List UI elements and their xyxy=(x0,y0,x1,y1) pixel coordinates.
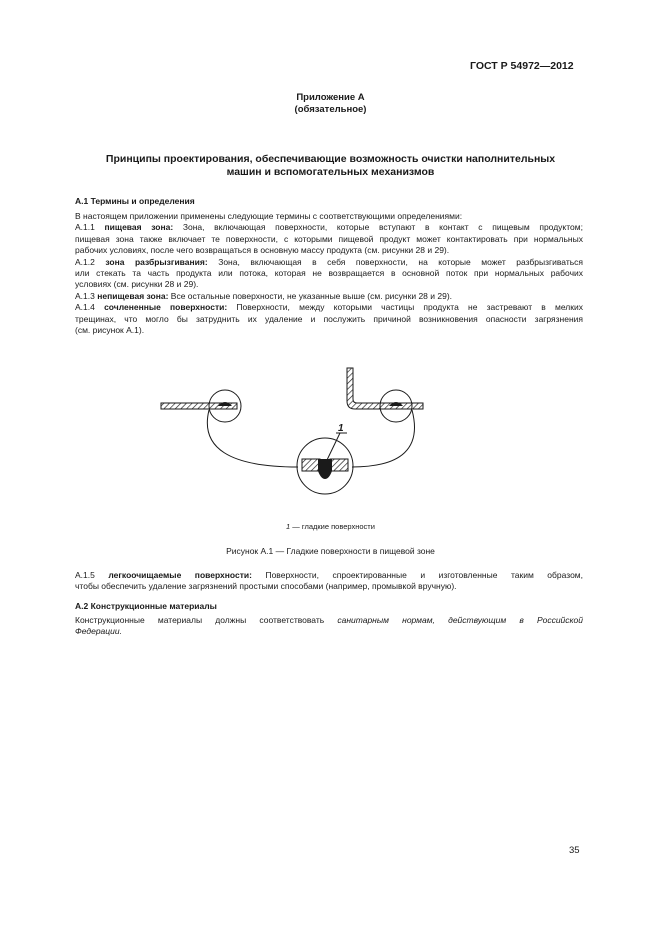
intro-line xyxy=(75,211,583,222)
term-113-number: А.1.3 xyxy=(75,290,95,301)
callout-leader xyxy=(327,433,340,460)
page-number: 35 xyxy=(569,845,580,856)
left-connector-arc xyxy=(207,410,298,467)
term-114-term: сочлененные поверхности: xyxy=(104,302,228,313)
term-111-def-1: Зона, включающая поверхности, которые вступают в контакт с пищевым продуктом; xyxy=(182,222,583,233)
term-113-def-1: Все остальные поверхности, не указанные выше (см. рисунки 28 и 29). xyxy=(170,290,453,301)
term-115-term: легкоочищаемые поверхности: xyxy=(108,570,252,580)
section-a2-plain: Конструкционные материалы должны соответствовать xyxy=(75,615,338,625)
term-114-def-1: Поверхности, между которыми частицы продукта не застревают в мелких xyxy=(236,302,583,313)
section-a2-body xyxy=(75,615,583,638)
figure-caption: Рисунок А.1 — Гладкие поверхности в пищевой зоне xyxy=(226,546,435,556)
legend-number: 1 xyxy=(286,522,291,531)
term-111-line-1 xyxy=(75,222,583,233)
title-line-1: Принципы проектирования, обеспечивающие возможность очистки наполнительных xyxy=(105,153,556,165)
appendix-status: (обязательное) xyxy=(294,104,367,115)
center-plate-right xyxy=(330,459,348,471)
section-a2-line-2 xyxy=(75,626,583,637)
appendix-title xyxy=(0,92,661,116)
term-115-def-1: Поверхности, спроектированные и изготовленные таким образом, xyxy=(265,570,583,580)
term-111-term: пищевая зона: xyxy=(104,222,174,233)
term-113-line-1 xyxy=(75,291,583,302)
section-a2-italic-2: Федерации. xyxy=(75,626,122,637)
callout-number: 1 xyxy=(338,423,344,434)
page-title xyxy=(0,153,661,179)
standard-number: ГОСТ Р 54972—2012 xyxy=(470,60,574,72)
section-heading-a1: А.1 Термины и определения xyxy=(75,196,195,206)
term-115-block xyxy=(75,570,583,593)
term-112-line-3: условиях (см. рисунки 28 и 29). xyxy=(75,279,199,290)
appendix-label: Приложение А xyxy=(296,92,365,103)
term-112-line-1 xyxy=(75,257,583,268)
term-115-line-1 xyxy=(75,570,583,581)
section-a1-body xyxy=(75,211,583,336)
term-115-line-2: чтобы обеспечить удаление загрязнений простыми способами (например, промывкой вручную). xyxy=(75,581,457,592)
title-line-2: машин и вспомогательных механизмов xyxy=(226,166,435,178)
term-111-line-2: пищевая зона также включает те поверхности, с которыми пищевой продукт может контактировать при нормальных xyxy=(75,233,583,244)
term-115-number: А.1.5 xyxy=(75,570,95,580)
section-a2-line-1 xyxy=(75,615,583,626)
term-114-line-1 xyxy=(75,302,583,313)
intro-text: В настоящем приложении применены следующие термины с соответствующими определениями: xyxy=(75,211,463,221)
section-heading-a2: А.2 Конструкционные материалы xyxy=(75,601,217,611)
figure-a1-drawing xyxy=(155,355,455,500)
term-112-term: зона разбрызгивания: xyxy=(105,256,208,267)
legend-text: — гладкие поверхности xyxy=(290,522,375,531)
term-112-number: А.1.2 xyxy=(75,256,95,267)
term-112-line-2: или стекать та часть продукта или потока, которая не возвращается в основной поток при нормальных рабочих xyxy=(75,268,583,279)
term-114-line-2: трещинах, что могло бы затруднить их удаление и послужить причиной возникновения опасности загрязнения xyxy=(75,313,583,324)
center-plate-left xyxy=(302,459,320,471)
section-a2-italic-1: санитарным нормам, действующим в Российской xyxy=(337,615,583,625)
term-114-line-3: (см. рисунок А.1). xyxy=(75,325,145,336)
figure-legend xyxy=(0,522,661,531)
term-113-term: непищевая зона: xyxy=(97,290,169,301)
term-111-line-3: рабочих условиях, после чего возвращаться в основную массу продукта (см. рисунки 28 и 29). xyxy=(75,245,450,256)
term-112-def-1: Зона, включающая в себя поверхности, на которые может разбрызгиваться xyxy=(218,256,583,267)
term-114-number: А.1.4 xyxy=(75,302,95,313)
term-111-number: А.1.1 xyxy=(75,222,95,233)
center-weld xyxy=(318,459,332,479)
